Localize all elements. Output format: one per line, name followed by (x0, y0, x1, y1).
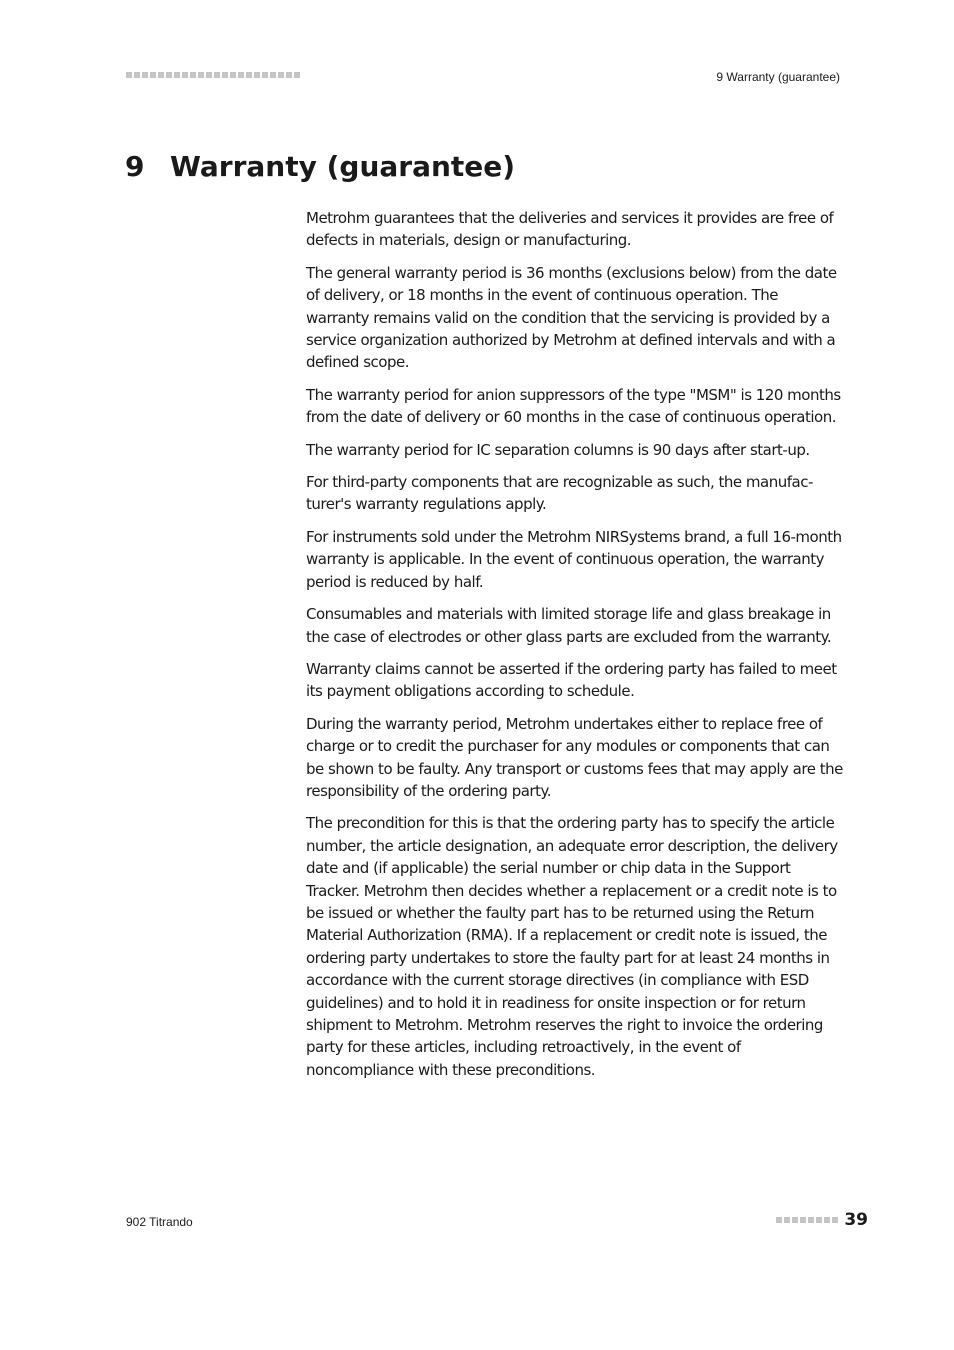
page-number: 39 (844, 1210, 868, 1230)
paragraph: The warranty period for IC separation columns is 90 days after start-up. (306, 440, 810, 459)
running-header-title: 9 Warranty (guarantee) (716, 70, 840, 84)
paragraph: For third-party components that are recognizable as such, the manufacturer's warranty regulations apply. (306, 473, 814, 514)
chapter-number: 9 (125, 150, 145, 183)
body-text (306, 207, 844, 1091)
footer-decor-bar (776, 1217, 838, 1223)
paragraph: During the warranty period, Metrohm undertakes either to replace free of charge or to credit the purchaser for any modules or components that can be shown to be faulty. Any transport or customs fees that may apply are the responsibility of the ordering party. (306, 714, 843, 800)
paragraph: For instruments sold under the Metrohm NIRSystems brand, a full 16-month warranty is applicable. In the event of continuous operation, the warranty period is reduced by half. (306, 527, 842, 591)
paragraph: The precondition for this is that the ordering party has to specify the article number, the article designation, an adequate error description, the delivery date and (if applicable) the serial number or chip data in the Support Tracker. Metrohm then decides whether a replacement or a credit note is to be issued or whether the faulty part has to be returned using the Return Material Authorization (RMA). If a replacement or credit note is issued, the ordering party undertakes to store the faulty part for at least 24 months in accordance with the current storage directives (in compliance with ESD guidelines) and to hold it in readiness for onsite inspection or for return shipment to Metrohm. Metrohm reserves the right to invoice the ordering party for these articles, including retroactively, in the event of noncompliance with these preconditions. (306, 814, 838, 1079)
paragraph: Metrohm guarantees that the deliveries and services it provides are free of defects in materials, design or manufacturing. (306, 209, 834, 250)
chapter-title: Warranty (guarantee) (170, 150, 516, 183)
footer-product-name: 902 Titrando (126, 1215, 193, 1229)
paragraph: The warranty period for anion suppressors of the type "MSM" is 120 months from the date of delivery or 60 months in the case of continuous operation. (306, 385, 841, 427)
footer-page-info (776, 1210, 868, 1230)
paragraph: Warranty claims cannot be asserted if the ordering party has failed to meet its payment obligations according to schedule. (306, 659, 837, 701)
chapter-heading (125, 150, 515, 183)
header-decor-bar (126, 72, 300, 78)
paragraph: Consumables and materials with limited storage life and glass breakage in the case of electrodes or other glass parts are excluded from the warranty. (306, 605, 832, 646)
paragraph: The general warranty period is 36 months (exclusions below) from the date of delivery, or 18 months in the event of continuous operation. The warranty remains valid on the condition that the servicing is provided by a service organization authorized by Metrohm at defined intervals and with a defined scope. (306, 263, 837, 372)
